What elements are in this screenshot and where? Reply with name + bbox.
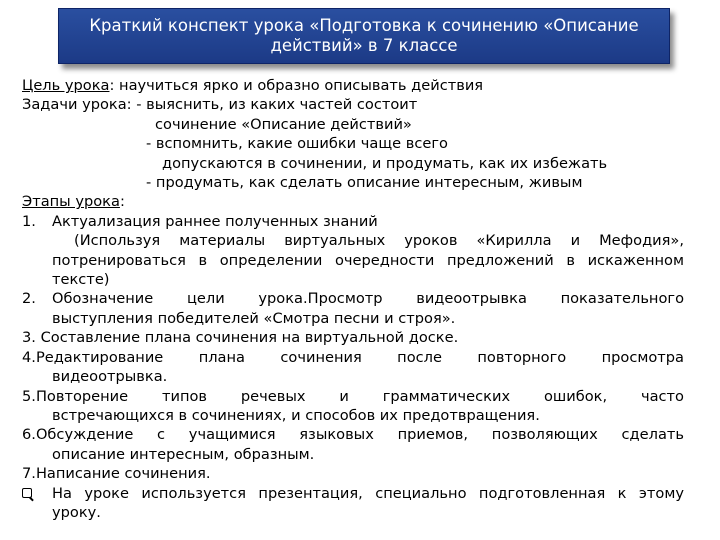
note-line: На уроке используется презентация, специально подготовленная к этому [52,484,684,502]
stages-heading [22,192,684,211]
slide-title [58,8,670,64]
stage-line: тексте) [52,271,110,289]
stage-line-row [22,387,684,406]
stage-line: Обозначение цели урока.Просмотр видеоотрывка показательного [52,290,684,308]
stage-number: 5. [22,387,36,405]
stage-number: 7. [22,465,36,483]
stage-line: описание интересным, образным. [52,445,315,463]
stage-line-row [22,348,684,367]
task-item: - выяснить, из каких частей состоит [136,96,418,114]
stage-line: встречающихся в сочинениях, и способов их предотвращения. [52,406,540,424]
stage-item-1 [22,212,684,290]
stage-line: Обсуждение с учащимися языковых приемов, позволяющих сделать [35,426,684,444]
title-line-1: Краткий конспект урока «Подготовка к сочинению «Описание [89,16,639,35]
stages-colon: : [119,193,125,211]
stage-line: Составление плана сочинения на виртуальной доске. [40,329,459,347]
stage-number: 1. [22,212,36,230]
stage-line: (Используя материалы виртуальных уроков «Кирилла и Мефодия», [74,232,684,250]
stage-item-4 [22,348,684,387]
goal-label: Цель урока [22,77,110,94]
stage-line: Повторение типов речевых и грамматических ошибок, часто [35,387,684,405]
note-line: уроку. [52,503,101,521]
tasks-label: Задачи урока: [22,96,132,114]
stage-line: Актуализация раннее полученных знаний [52,212,378,230]
stage-line: потренироваться в определении очередности предложений в искаженном [52,251,684,269]
stage-item-2 [22,289,684,328]
stage-number: 2. [22,290,36,308]
stage-number: 6. [22,426,36,444]
lesson-summary [22,76,684,522]
goal-line [22,76,684,95]
checkbox-bullet-icon [22,488,32,498]
stage-item-5 [22,387,684,426]
task-item: допускаются в сочинении, и продумать, как их избежать [162,154,608,172]
presentation-note [22,484,684,523]
title-line-2: действий» в 7 классе [270,36,458,55]
stage-number: 4. [22,348,36,366]
stage-item-7 [22,464,684,483]
stage-item-3 [22,328,684,347]
stage-line-row [22,425,684,444]
stage-number: 3. [22,329,36,347]
stage-line: выступления победителей «Смотра песни и строя». [52,309,456,327]
tasks-line-1 [22,95,684,114]
task-item: - вспомнить, какие ошибки чаще всего [146,135,448,153]
stage-item-6 [22,425,684,464]
stages-label: Этапы урока [22,193,120,211]
stage-line: Редактирование плана сочинения после повторного просмотра [35,348,684,366]
task-item: - продумать, как сделать описание интересным, живым [146,174,583,192]
goal-text: : научиться ярко и образно описывать действия [109,77,484,94]
task-item: сочинение «Описание действий» [155,115,412,133]
stage-line: Написание сочинения. [35,465,211,483]
stage-line: видеоотрывка. [52,368,168,386]
